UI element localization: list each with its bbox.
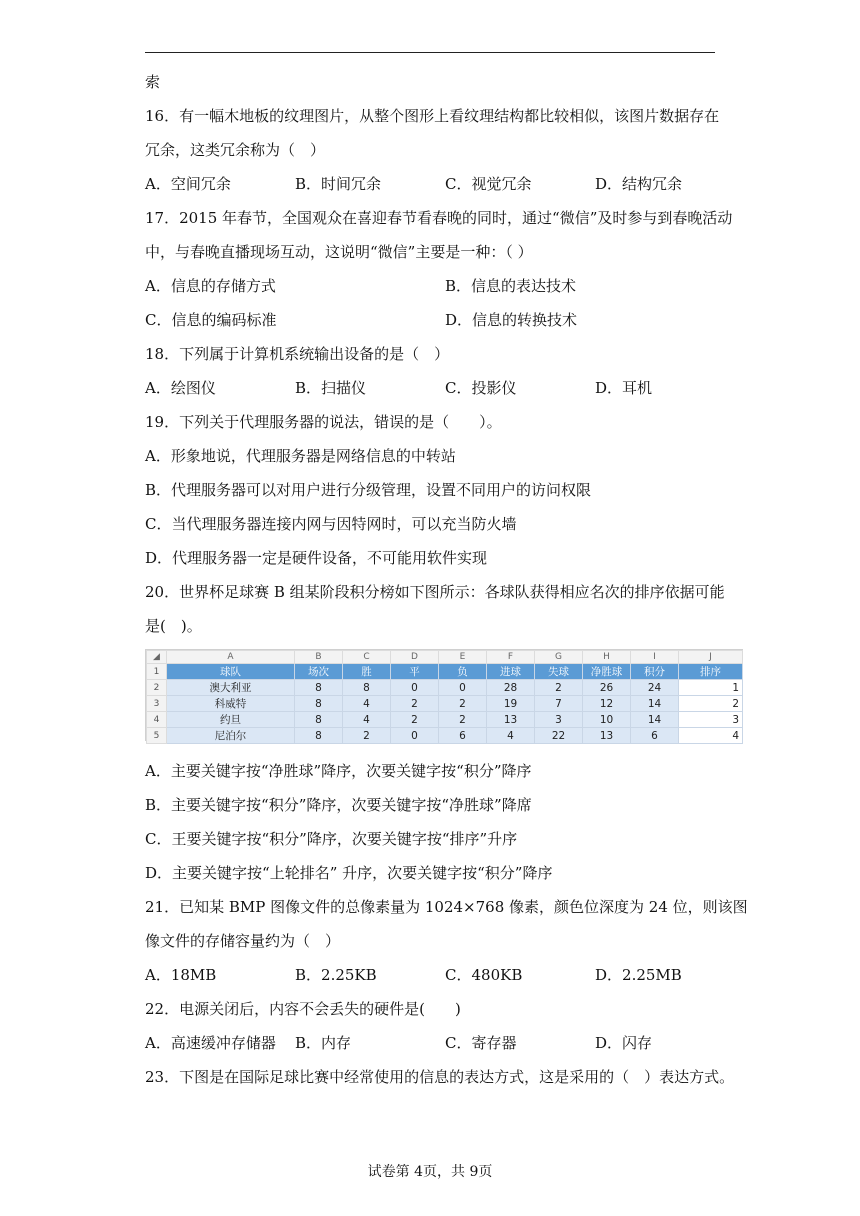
table-cell: 4 — [343, 696, 391, 712]
col-letter: A — [167, 651, 295, 664]
table-cell: 13 — [583, 728, 631, 744]
q16-option-a: A．空间冗余 — [145, 175, 231, 193]
table-cell: 10 — [583, 712, 631, 728]
row-number: 5 — [147, 728, 167, 744]
table-cell: 12 — [583, 696, 631, 712]
col-letter: B — [295, 651, 343, 664]
q20-option-d: D．主要关键字按“上轮排名” 升序，次要关键字按“积分”降序 — [145, 864, 553, 882]
table-row — [147, 680, 743, 696]
q21-stem-line2: 像文件的存储容量约为（ ） — [145, 932, 341, 950]
q18-option-a: A．绘图仪 — [145, 379, 216, 397]
col-letter: D — [391, 651, 439, 664]
row-number: 3 — [147, 696, 167, 712]
table-cell: 0 — [391, 728, 439, 744]
table-row — [147, 696, 743, 712]
table-cell: 4 — [343, 712, 391, 728]
table-cell: 8 — [343, 680, 391, 696]
table-cell: 2 — [391, 712, 439, 728]
q18-option-b: B．扫描仪 — [295, 379, 367, 397]
q16-option-c: C．视觉冗余 — [445, 175, 532, 193]
q19-stem: 19．下列关于代理服务器的说法，错误的是（ ）。 — [145, 413, 502, 431]
table-cell: 22 — [535, 728, 583, 744]
q19-option-d: D．代理服务器一定是硬件设备，不可能用软件实现 — [145, 549, 488, 567]
table-cell: 24 — [631, 680, 679, 696]
table-cell: 8 — [295, 680, 343, 696]
table-cell: 尼泊尔 — [167, 728, 295, 744]
q16-option-b: B．时间冗余 — [295, 175, 382, 193]
table-cell: 19 — [487, 696, 535, 712]
col-letter: C — [343, 651, 391, 664]
table-row — [147, 712, 743, 728]
q20-option-b: B．主要关键字按“积分”降序，次要关键字按“净胜球”降席 — [145, 796, 532, 814]
q21-option-b: B．2.25KB — [295, 966, 377, 984]
table-cell: 26 — [583, 680, 631, 696]
q16-option-d: D．结构冗余 — [595, 175, 683, 193]
header-cell: 净胜球 — [583, 664, 631, 680]
q20-stem-line2: 是( )。 — [145, 617, 202, 635]
column-letter-row — [147, 651, 743, 664]
header-cell: 负 — [439, 664, 487, 680]
q23-stem: 23．下图是在国际足球比赛中经常使用的信息的表达方式，这是采用的（ ）表达方式。 — [145, 1068, 735, 1086]
table-cell: 3 — [535, 712, 583, 728]
header-cell: 进球 — [487, 664, 535, 680]
table-cell: 4 — [487, 728, 535, 744]
col-letter: H — [583, 651, 631, 664]
q17-option-b: B．信息的表达技术 — [445, 277, 577, 295]
table-cell: 28 — [487, 680, 535, 696]
q18-option-c: C．投影仪 — [445, 379, 517, 397]
header-rule — [145, 52, 715, 53]
table-cell: 2 — [439, 712, 487, 728]
table-cell: 3 — [679, 712, 743, 728]
table-cell: 0 — [391, 680, 439, 696]
table-cell: 6 — [631, 728, 679, 744]
table-cell: 13 — [487, 712, 535, 728]
table-cell: 7 — [535, 696, 583, 712]
q17-option-d: D．信息的转换技术 — [445, 311, 578, 329]
table-cell: 澳大利亚 — [167, 680, 295, 696]
q16-stem-line1: 16．有一幅木地板的纹理图片，从整个图形上看纹理结构都比较相似，该图片数据存在 — [145, 107, 720, 125]
col-letter: E — [439, 651, 487, 664]
continued-text: 索 — [145, 73, 161, 91]
header-cell: 球队 — [167, 664, 295, 680]
q18-stem: 18．下列属于计算机系统输出设备的是（ ） — [145, 345, 450, 363]
col-letter: I — [631, 651, 679, 664]
page-footer: 试卷第 4页，共 9页 — [367, 1164, 493, 1180]
table-cell: 8 — [295, 696, 343, 712]
q19-option-c: C．当代理服务器连接内网与因特网时，可以充当防火墙 — [145, 515, 517, 533]
table-row — [147, 728, 743, 744]
row-number: 2 — [147, 680, 167, 696]
corner-cell: ◢ — [147, 651, 167, 664]
q22-option-a: A．高速缓冲存储器 — [145, 1034, 276, 1052]
table-cell: 0 — [439, 680, 487, 696]
table-cell: 2 — [391, 696, 439, 712]
table-cell: 2 — [439, 696, 487, 712]
q20-stem-line1: 20．世界杯足球赛 B 组某阶段积分榜如下图所示：各球队获得相应名次的排序依据可能 — [145, 583, 725, 601]
q20-option-c: C．王要关键字按“积分”降序，次要关键字按“排序”升序 — [145, 830, 518, 848]
q17-stem-line1: 17．2015 年春节，全国观众在喜迎春节看春晚的同时，通过“微信”及时参与到春晚活动 — [145, 209, 733, 227]
q21-option-d: D．2.25MB — [595, 966, 682, 984]
row-number: 4 — [147, 712, 167, 728]
header-cell: 场次 — [295, 664, 343, 680]
row-number: 1 — [147, 664, 167, 680]
table-cell: 2 — [343, 728, 391, 744]
col-letter: J — [679, 651, 743, 664]
q16-stem-line2: 冗余，这类冗余称为（ ） — [145, 141, 326, 159]
q21-stem-line1: 21．已知某 BMP 图像文件的总像素量为 1024×768 像素，颜色位深度为 24 位，则该图 — [145, 898, 748, 916]
table-cell: 1 — [679, 680, 743, 696]
table-cell: 8 — [295, 712, 343, 728]
q19-option-a: A．形象地说，代理服务器是网络信息的中转站 — [145, 447, 456, 465]
header-cell: 平 — [391, 664, 439, 680]
q17-option-c: C．信息的编码标准 — [145, 311, 277, 329]
table-cell: 14 — [631, 712, 679, 728]
table-cell: 8 — [295, 728, 343, 744]
q21-option-a: A．18MB — [145, 966, 217, 984]
table-header-row — [147, 664, 743, 680]
header-cell: 积分 — [631, 664, 679, 680]
q22-option-c: C．寄存器 — [445, 1034, 517, 1052]
col-letter: F — [487, 651, 535, 664]
table-cell: 4 — [679, 728, 743, 744]
q17-option-a: A．信息的存储方式 — [145, 277, 276, 295]
table-cell: 14 — [631, 696, 679, 712]
col-letter: G — [535, 651, 583, 664]
table-cell: 2 — [679, 696, 743, 712]
table-cell: 科威特 — [167, 696, 295, 712]
q20-option-a: A．主要关键字按“净胜球”降序，次要关键字按“积分”降序 — [145, 762, 532, 780]
q17-stem-line2: 中，与春晚直播现场互动，这说明“微信”主要是一种：（ ） — [145, 243, 533, 261]
table-cell: 6 — [439, 728, 487, 744]
header-cell: 排序 — [679, 664, 743, 680]
table-cell: 2 — [535, 680, 583, 696]
q21-option-c: C．480KB — [445, 966, 523, 984]
q22-stem: 22．电源关闭后，内容不会丢失的硬件是( ) — [145, 1000, 461, 1018]
q19-option-b: B．代理服务器可以对用户进行分级管理，设置不同用户的访问权限 — [145, 481, 592, 499]
header-cell: 胜 — [343, 664, 391, 680]
header-cell: 失球 — [535, 664, 583, 680]
q22-option-b: B．内存 — [295, 1034, 352, 1052]
q18-option-d: D．耳机 — [595, 379, 653, 397]
table-cell: 约旦 — [167, 712, 295, 728]
q22-option-d: D．闪存 — [595, 1034, 653, 1052]
standings-spreadsheet — [145, 649, 743, 741]
